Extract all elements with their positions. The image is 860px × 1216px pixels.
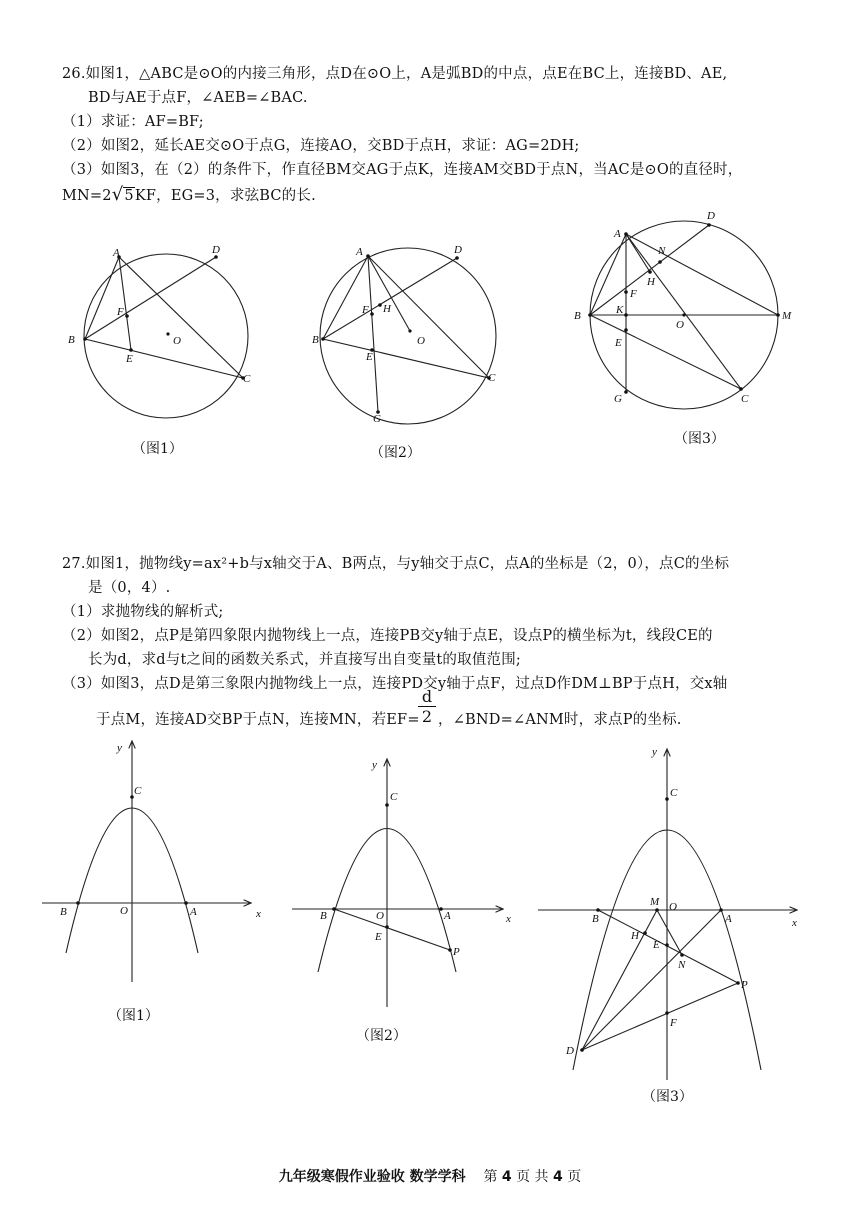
q26-stem-line1: 26.如图1，△ABC是⊙O的内接三角形，点D在⊙O上，A是弧BD的中点，点E在BC上，连接BD、AE, [62,66,728,82]
q27-fig1-label-x: x [256,908,261,920]
q27-fig2-label-o: O [376,910,384,922]
fraction-numerator: d [418,688,436,707]
fig1-label-o: O [173,335,181,347]
fig2-label-g: G [373,413,381,425]
fig3-label-f: F [630,288,637,300]
q26-part3: （3）如图3，在（2）的条件下，作直径BM交AG于点K，连接AM交BD于点N，当AC是⊙O的直径时， [62,162,743,178]
fig3-label-d: D [707,210,715,222]
footer-title: 九年级寒假作业验收 数学学科 [278,1169,466,1185]
q27-fig3-label-e: E [653,939,660,951]
fig3-label-b: B [574,310,581,322]
q27-fig3-label-o: O [669,901,677,913]
fig3-label-a: A [614,228,621,240]
fig3-label-c: C [741,393,749,405]
footer-page-word: 第 [483,1169,498,1185]
fig1-label-c: C [243,373,251,385]
q27-stem-line2: 是（0，4）. [88,580,171,596]
q27-fig1-label-o: O [120,905,128,917]
q26-part3-mn: MN=2 [62,188,112,204]
fig2-label-o: O [417,335,425,347]
fig3-line-bp [598,910,738,983]
fig2-label-f: F [362,304,369,316]
q27-fig1-label-y: y [117,742,122,754]
fig2-label-d: D [454,244,462,256]
q27-fig3-label-h: H [631,930,639,942]
q27-fig3-label-n: N [678,959,686,971]
fig3-line-dm [582,910,657,1050]
sqrt-sign: √ [111,184,124,205]
q27-fig2-label-y: y [372,759,377,771]
page-footer [0,1166,860,1186]
q27-fig2-label-c: C [390,791,398,803]
fig2-label-b: B [312,334,319,346]
q26-part2: （2）如图2，延长AE交⊙O于点G，连接AO，交BD于点H，求证：AG=2DH; [62,138,580,154]
q26-part3-rest: KF，EG=3，求弦BC的长. [134,188,316,204]
sqrt-radicand: 5 [124,188,134,204]
q27-fig2-label-e: E [375,931,382,943]
fig2-line-bp [334,909,450,950]
q27-fig3-label-f: F [670,1017,677,1029]
fig2-label-a: A [356,246,363,258]
q27-fig3-label-b: B [592,913,599,925]
q26-part1: （1）求证：AF=BF; [62,114,204,130]
q27-fig2-label-b: B [320,910,327,922]
fig3-line-dp [582,983,738,1050]
q27-fig3-label-p: P [741,979,748,991]
footer-page-number: 4 [501,1169,512,1185]
fig1-label-f: F [117,306,124,318]
q27-part2: （2）如图2，点P是第四象限内抛物线上一点，连接PB交y轴于点E，设点P的横坐标为t，线段CE的 [62,628,713,644]
q26-fig1-caption: （图1） [132,441,183,457]
fig3-label-n: N [658,245,666,257]
q27-fig1-caption: （图1） [108,1008,159,1024]
fig3-label-e: E [615,337,622,349]
q26-stem-line2: BD与AE于点F，∠AEB=∠BAC. [88,90,308,106]
fig3-label-o: O [676,319,684,331]
q27-fig2-label-x: x [506,913,511,925]
q27-fig1-label-c: C [134,785,142,797]
fig1-label-a: A [113,247,120,259]
fig3-line-mn [657,910,682,955]
q27-fig3-label-y: y [652,746,657,758]
q27-fig3-label-c: C [670,787,678,799]
fig2-label-h: H [383,303,391,315]
q27-part1: （1）求抛物线的解析式; [62,604,224,620]
fig3-label-k: K [616,304,624,316]
q27-part2-line2: 长为d，求d与t之间的函数关系式，并直接写出自变量t的取值范围; [88,652,522,668]
fig3-line-ad [582,910,721,1050]
q27-fig3-label-m: M [650,896,660,908]
footer-page-unit: 页 共 [516,1169,549,1185]
footer-total-unit: 页 [567,1169,582,1185]
fig1-label-d: D [212,244,220,256]
q27-fig1-label-b: B [60,906,67,918]
footer-total-pages: 4 [553,1169,563,1185]
q27-part3: （3）如图3，点D是第三象限内抛物线上一点，连接PD交y轴于点F，过点D作DM⊥BP于点H，交x轴 [62,676,728,692]
q27-fig2-caption: （图2） [356,1028,407,1044]
fraction-denominator: 2 [421,707,433,726]
q27-fig1-label-a: A [190,906,197,918]
q27-part3-line2-pre: 于点M，连接AD交BP于点N，连接MN，若EF= [96,712,420,728]
q26-fig2-caption: （图2） [370,445,421,461]
fig3-label-m: M [782,310,792,322]
fig2-label-e: E [366,351,373,363]
q27-fig2-label-a: A [444,910,451,922]
q27-fig2-label-p: P [453,946,460,958]
q27-fig3-label-d: D [566,1045,574,1057]
fig1-label-b: B [68,334,75,346]
q27-fig3-label-x: x [792,917,797,929]
fig1-label-e: E [126,353,133,365]
fig2-label-c: C [488,372,496,384]
q27-stem-line1: 27.如图1，抛物线y=ax²+b与x轴交于A、B两点，与y轴交于点C，点A的坐标是（2，0），点C的坐标 [62,556,730,572]
fig3-label-g: G [614,393,622,405]
q27-fig3-caption: （图3） [642,1089,693,1105]
q27-fig3-label-a: A [725,913,732,925]
q27-part3-line2-post: ，∠BND=∠ANM时，求点P的坐标. [438,712,682,728]
fig3-label-h: H [647,276,655,288]
q26-fig3-caption: （图3） [674,431,725,447]
